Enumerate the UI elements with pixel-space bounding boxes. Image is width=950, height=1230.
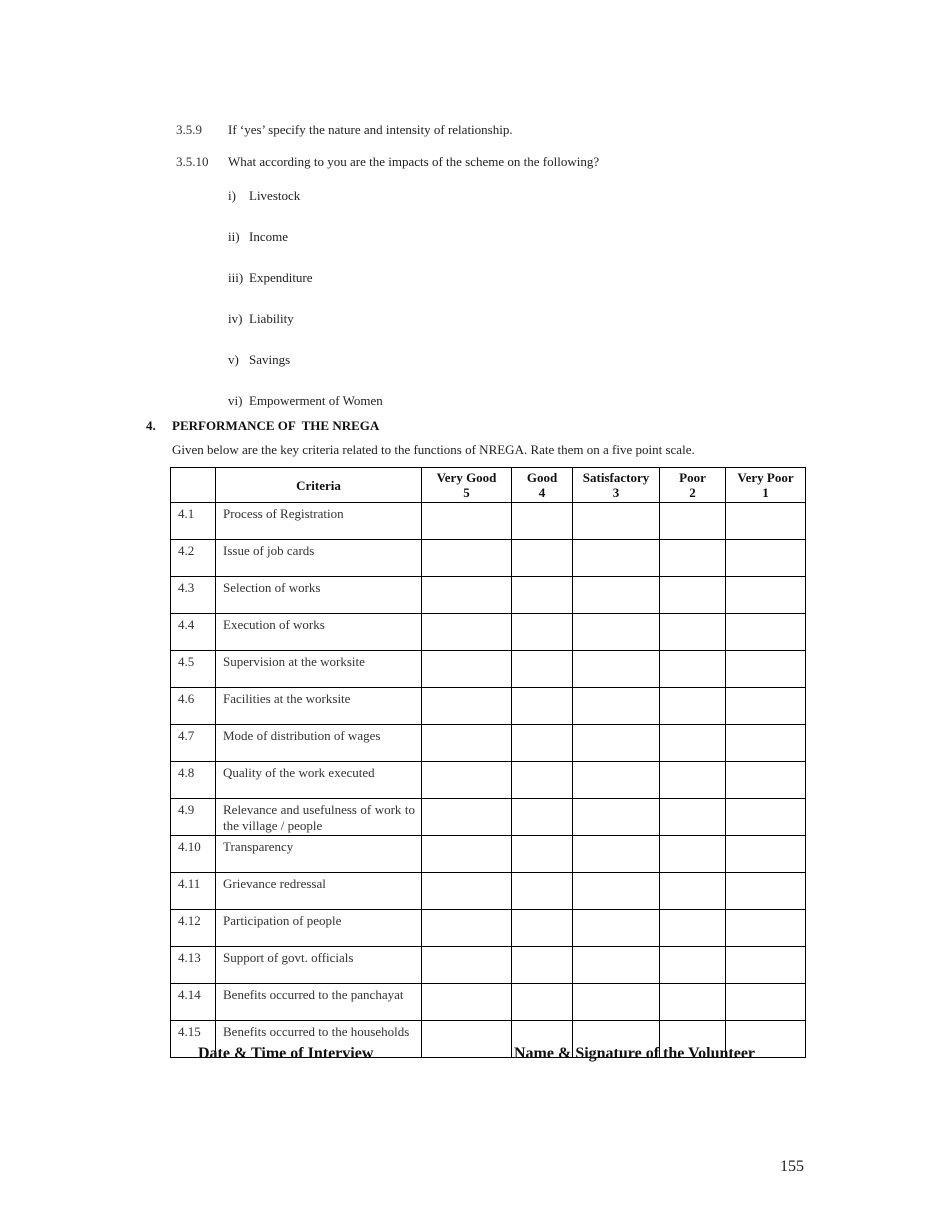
header-criteria: Criteria — [216, 468, 422, 503]
rating-cell-poor[interactable] — [660, 836, 726, 873]
impact-item: Expenditure — [249, 270, 313, 285]
table-row — [171, 577, 806, 614]
rating-cell-satisfactory[interactable] — [573, 910, 660, 947]
rating-cell-poor[interactable] — [660, 873, 726, 910]
rating-cell-satisfactory[interactable] — [573, 984, 660, 1021]
rating-cell-good[interactable] — [512, 540, 573, 577]
criteria-number: 4.9 — [171, 799, 216, 836]
header-satisfactory: Satisfactory 3 — [573, 468, 660, 503]
criteria-text: Mode of distribution of wages — [216, 725, 422, 762]
impact-label: i) — [228, 188, 236, 203]
rating-cell-satisfactory[interactable] — [573, 725, 660, 762]
section-number: 4. — [146, 418, 156, 433]
rating-cell-poor[interactable] — [660, 614, 726, 651]
criteria-number: 4.15 — [171, 1021, 216, 1058]
rating-cell-very-good[interactable] — [422, 1021, 512, 1058]
criteria-number: 4.11 — [171, 873, 216, 910]
rating-cell-very-poor[interactable] — [726, 540, 806, 577]
rating-cell-satisfactory[interactable] — [573, 947, 660, 984]
rating-cell-satisfactory[interactable] — [573, 873, 660, 910]
criteria-text: Issue of job cards — [216, 540, 422, 577]
header-number — [171, 468, 216, 503]
header-very-good: Very Good 5 — [422, 468, 512, 503]
rating-cell-very-poor[interactable] — [726, 873, 806, 910]
rating-cell-poor[interactable] — [660, 725, 726, 762]
rating-cell-good[interactable] — [512, 873, 573, 910]
rating-cell-very-good[interactable] — [422, 577, 512, 614]
rating-cell-very-poor[interactable] — [726, 910, 806, 947]
rating-cell-very-poor[interactable] — [726, 688, 806, 725]
question-number: 3.5.10 — [176, 154, 209, 169]
rating-cell-very-poor[interactable] — [726, 947, 806, 984]
rating-cell-satisfactory[interactable] — [573, 836, 660, 873]
table-row — [171, 873, 806, 910]
rating-cell-poor[interactable] — [660, 910, 726, 947]
impact-item: Empowerment of Women — [249, 393, 383, 408]
rating-cell-very-good[interactable] — [422, 910, 512, 947]
rating-cell-good[interactable] — [512, 577, 573, 614]
table-row — [171, 725, 806, 762]
table-row — [171, 688, 806, 725]
criteria-number: 4.1 — [171, 503, 216, 540]
table-row — [171, 836, 806, 873]
rating-cell-satisfactory[interactable] — [573, 799, 660, 836]
rating-cell-very-good[interactable] — [422, 984, 512, 1021]
rating-cell-good[interactable] — [512, 688, 573, 725]
criteria-number: 4.4 — [171, 614, 216, 651]
rating-cell-very-good[interactable] — [422, 651, 512, 688]
rating-cell-poor[interactable] — [660, 762, 726, 799]
rating-cell-satisfactory[interactable] — [573, 651, 660, 688]
rating-cell-very-good[interactable] — [422, 540, 512, 577]
table-row — [171, 614, 806, 651]
table-row — [171, 540, 806, 577]
rating-cell-poor[interactable] — [660, 688, 726, 725]
rating-cell-very-poor[interactable] — [726, 503, 806, 540]
criteria-number: 4.12 — [171, 910, 216, 947]
criteria-number: 4.14 — [171, 984, 216, 1021]
criteria-number: 4.3 — [171, 577, 216, 614]
table-row — [171, 799, 806, 836]
criteria-text: Selection of works — [216, 577, 422, 614]
rating-table — [170, 467, 806, 1058]
rating-cell-very-good[interactable] — [422, 503, 512, 540]
rating-cell-good[interactable] — [512, 503, 573, 540]
impact-item: Liability — [249, 311, 294, 326]
rating-cell-satisfactory[interactable] — [573, 614, 660, 651]
date-time-label: Date & Time of Interview — [198, 1045, 374, 1062]
rating-cell-good[interactable] — [512, 910, 573, 947]
header-very-poor: Very Poor 1 — [726, 468, 806, 503]
table-row — [171, 984, 806, 1021]
rating-cell-poor[interactable] — [660, 540, 726, 577]
rating-cell-very-poor[interactable] — [726, 651, 806, 688]
rating-cell-very-good[interactable] — [422, 762, 512, 799]
rating-cell-very-good[interactable] — [422, 614, 512, 651]
rating-cell-good[interactable] — [512, 947, 573, 984]
rating-cell-good[interactable] — [512, 614, 573, 651]
criteria-text: Participation of people — [216, 910, 422, 947]
table-row — [171, 910, 806, 947]
impact-item: Livestock — [249, 188, 301, 203]
criteria-number: 4.5 — [171, 651, 216, 688]
volunteer-signature-label: Name & Signature of the Volunteer — [514, 1045, 756, 1062]
header-good: Good 4 — [512, 468, 573, 503]
rating-cell-good[interactable] — [512, 725, 573, 762]
criteria-text: Supervision at the worksite — [216, 651, 422, 688]
rating-cell-very-good[interactable] — [422, 799, 512, 836]
rating-cell-satisfactory[interactable] — [573, 762, 660, 799]
page-number: 155 — [780, 1158, 804, 1175]
impact-item: Income — [249, 229, 288, 244]
table-header-row — [171, 468, 806, 503]
impact-item: Savings — [249, 352, 291, 367]
impact-label: iv) — [228, 311, 243, 326]
table-row — [171, 651, 806, 688]
rating-cell-satisfactory[interactable] — [573, 540, 660, 577]
rating-cell-very-good[interactable] — [422, 725, 512, 762]
rating-cell-very-poor[interactable] — [726, 577, 806, 614]
criteria-text: Relevance and usefulness of work to the village / people — [216, 799, 422, 836]
rating-cell-poor[interactable] — [660, 503, 726, 540]
rating-cell-very-good[interactable] — [422, 688, 512, 725]
question-text: If ‘yes’ specify the nature and intensity of relationship. — [228, 122, 513, 137]
rating-cell-poor[interactable] — [660, 577, 726, 614]
rating-cell-very-poor[interactable] — [726, 984, 806, 1021]
rating-cell-very-poor[interactable] — [726, 762, 806, 799]
rating-cell-poor[interactable] — [660, 799, 726, 836]
rating-cell-very-good[interactable] — [422, 947, 512, 984]
criteria-number: 4.8 — [171, 762, 216, 799]
impact-label: ii) — [228, 229, 240, 244]
table-row — [171, 947, 806, 984]
section-title: PERFORMANCE OF THE NREGA — [172, 418, 380, 433]
rating-cell-very-poor[interactable] — [726, 725, 806, 762]
criteria-text: Benefits occurred to the households — [216, 1021, 422, 1058]
rating-cell-poor[interactable] — [660, 947, 726, 984]
criteria-text: Facilities at the worksite — [216, 688, 422, 725]
rating-cell-very-good[interactable] — [422, 873, 512, 910]
criteria-text: Support of govt. officials — [216, 947, 422, 984]
criteria-text: Quality of the work executed — [216, 762, 422, 799]
criteria-text: Grievance redressal — [216, 873, 422, 910]
rating-cell-good[interactable] — [512, 836, 573, 873]
criteria-text: Benefits occurred to the panchayat — [216, 984, 422, 1021]
rating-cell-good[interactable] — [512, 651, 573, 688]
rating-cell-satisfactory[interactable] — [573, 688, 660, 725]
criteria-text: Process of Registration — [216, 503, 422, 540]
rating-cell-satisfactory[interactable] — [573, 577, 660, 614]
header-poor: Poor 2 — [660, 468, 726, 503]
table-row — [171, 503, 806, 540]
table-row — [171, 762, 806, 799]
criteria-text: Execution of works — [216, 614, 422, 651]
question-number: 3.5.9 — [176, 122, 202, 137]
rating-cell-satisfactory[interactable] — [573, 503, 660, 540]
rating-cell-very-good[interactable] — [422, 836, 512, 873]
criteria-number: 4.7 — [171, 725, 216, 762]
rating-cell-very-poor[interactable] — [726, 836, 806, 873]
impact-label: vi) — [228, 393, 243, 408]
question-text: What according to you are the impacts of the scheme on the following? — [228, 154, 600, 169]
rating-cell-poor[interactable] — [660, 651, 726, 688]
impact-label: v) — [228, 352, 239, 367]
section-intro: Given below are the key criteria related to the functions of NREGA. Rate them on a five point scale. — [172, 442, 695, 457]
criteria-number: 4.2 — [171, 540, 216, 577]
rating-cell-poor[interactable] — [660, 984, 726, 1021]
criteria-number: 4.13 — [171, 947, 216, 984]
rating-cell-very-poor[interactable] — [726, 799, 806, 836]
criteria-number: 4.10 — [171, 836, 216, 873]
rating-cell-good[interactable] — [512, 984, 573, 1021]
rating-cell-very-poor[interactable] — [726, 614, 806, 651]
rating-cell-good[interactable] — [512, 799, 573, 836]
criteria-number: 4.6 — [171, 688, 216, 725]
criteria-text: Transparency — [216, 836, 422, 873]
rating-cell-good[interactable] — [512, 762, 573, 799]
impact-label: iii) — [228, 270, 244, 285]
